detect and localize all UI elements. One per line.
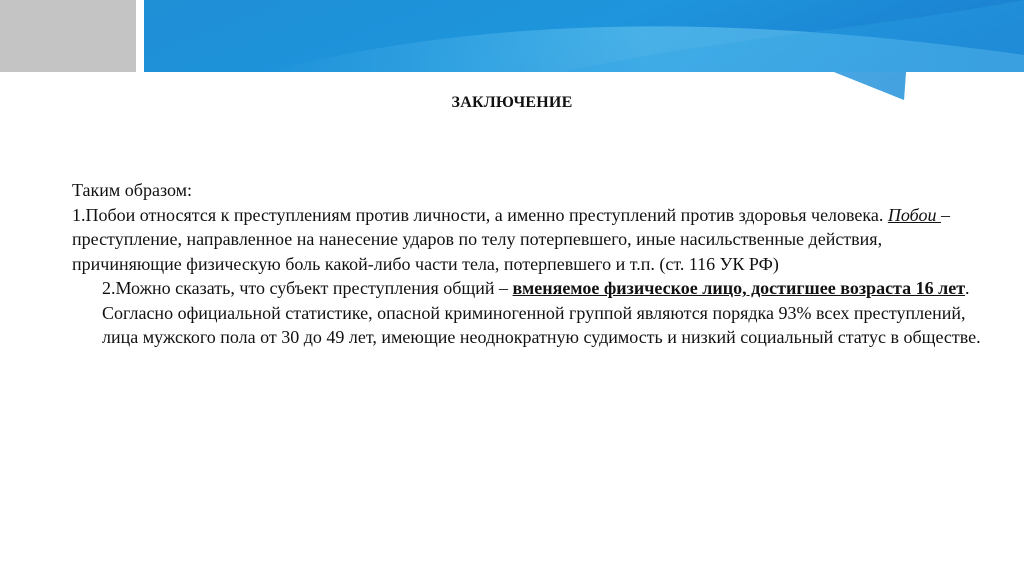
point-2-lead: 2.Можно сказать, что субъект преступления общий – (102, 278, 513, 298)
point-1-lead: 1.Побои относятся к преступлениям против личности, а именно преступлений против здоровья человека. (72, 204, 888, 225)
intro-line: Таким образом: (72, 180, 193, 200)
point-2-rest: . Согласно официальной статистике, опасной криминогенной группой являются порядка 93% всех преступлений, лица мужского пола от 30 до 49 лет, имеющие неоднократную судимость и низкий социальный статус в обществе. (102, 278, 981, 347)
point-2 (72, 276, 982, 350)
slide-body (72, 178, 982, 350)
slide-title: ЗАКЛЮЧЕНИЕ (451, 94, 573, 111)
point-1 (72, 203, 982, 277)
term-poboi: Побои (887, 204, 941, 225)
header-blue-banner (144, 0, 1024, 100)
point-1-definition: – преступление, направленное на нанесение ударов по телу потерпевшего, иные насильственные действия, причиняющие физическую боль какой-либо части тела, потерпевшего и т.п. (ст. 116 УК РФ) (72, 204, 950, 274)
point-2-emphasis: вменяемое физическое лицо, достигшее возраста 16 лет (512, 278, 966, 298)
header-gray-block (0, 0, 136, 72)
